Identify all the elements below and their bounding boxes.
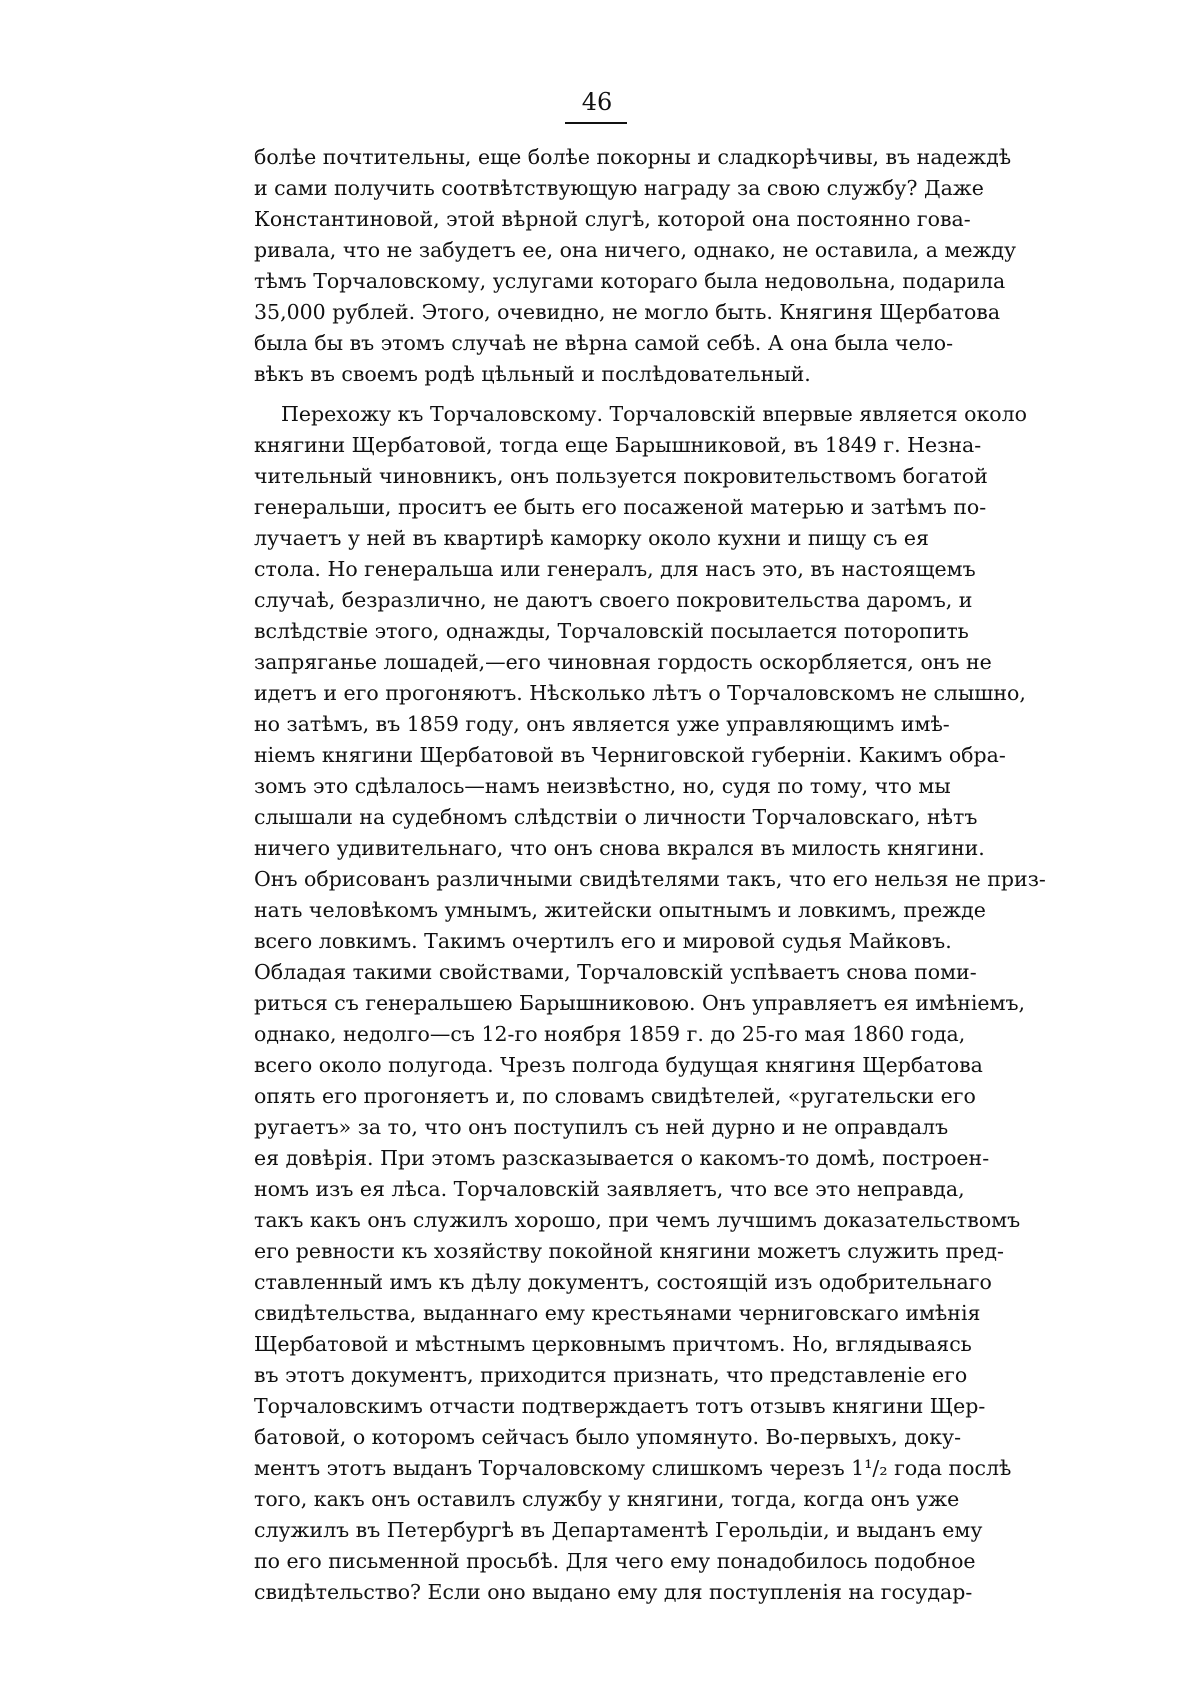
text-line: опять его прогоняетъ и, по словамъ свидѣтелей, «ругательски его	[254, 1084, 976, 1108]
text-line: однако, недолго—съ 12-го ноября 1859 г. до 25-го мая 1860 года,	[254, 1022, 966, 1046]
paragraph-2	[254, 399, 1046, 1608]
text-line: чительный чиновникъ, онъ пользуется покровительствомъ богатой	[254, 464, 988, 488]
text-line: 35,000 рублей. Этого, очевидно, не могло быть. Княгиня Щербатова	[254, 300, 1001, 324]
page-number-rule	[565, 122, 627, 124]
text-line: стола. Но генеральша или генералъ, для насъ это, въ настоящемъ	[254, 557, 976, 581]
text-line: генеральши, проситъ ее быть его посаженой матерью и затѣмъ по-	[254, 495, 987, 519]
text-line: такъ какъ онъ служилъ хорошо, при чемъ лучшимъ доказательствомъ	[254, 1208, 1021, 1232]
text-line: ничего удивительнаго, что онъ снова вкрался въ милость княгини.	[254, 836, 985, 860]
text-line: была бы въ этомъ случаѣ не вѣрна самой себѣ. А она была чело-	[254, 331, 954, 355]
text-line: батовой, о которомъ сейчасъ было упомянуто. Во-первыхъ, доку-	[254, 1425, 962, 1449]
text-line: ривала, что не забудетъ ее, она ничего, однако, не оставила, а между	[254, 238, 1017, 262]
text-line: свидѣтельство? Если оно выдано ему для поступленія на государ-	[254, 1580, 973, 1604]
text-line: ругаетъ» за то, что онъ поступилъ съ ней дурно и не оправдалъ	[254, 1115, 949, 1139]
text-line: того, какъ онъ оставилъ службу у княгини, тогда, когда онъ уже	[254, 1487, 960, 1511]
paragraph-1	[254, 142, 1017, 390]
text-line: болѣе почтительны, еще болѣе покорны и сладкорѣчивы, въ надеждѣ	[254, 145, 1012, 169]
text-line: Щербатовой и мѣстнымъ церковнымъ причтомъ. Но, вглядываясь	[254, 1332, 972, 1356]
text-line: зомъ это сдѣлалось—намъ неизвѣстно, но, судя по тому, что мы	[254, 774, 951, 798]
text-line: нать человѣкомъ умнымъ, житейски опытнымъ и ловкимъ, прежде	[254, 898, 986, 922]
text-line: ставленный имъ къ дѣлу документъ, состоящій изъ одобрительнаго	[254, 1270, 992, 1294]
text-line: случаѣ, безразлично, не даютъ своего покровительства даромъ, и	[254, 588, 973, 612]
text-line: запряганье лошадей,—его чиновная гордость оскорбляется, онъ не	[254, 650, 992, 674]
text-line: Константиновой, этой вѣрной слугѣ, которой она постоянно гова-	[254, 207, 971, 231]
text-line: ніемъ княгини Щербатовой въ Черниговской губерніи. Какимъ обра-	[254, 743, 1006, 767]
text-line: служилъ въ Петербургѣ въ Департаментѣ Герольдіи, и выданъ ему	[254, 1518, 983, 1542]
text-line: лучаетъ у ней въ квартирѣ каморку около кухни и пищу съ ея	[254, 526, 929, 550]
text-line: тѣмъ Торчаловскому, услугами котораго была недовольна, подарила	[254, 269, 1006, 293]
text-line: свидѣтельства, выданнаго ему крестьянами черниговскаго имѣнія	[254, 1301, 981, 1325]
text-line: номъ изъ ея лѣса. Торчаловскій заявляетъ, что все это неправда,	[254, 1177, 965, 1201]
text-line: вслѣдствіе этого, однажды, Торчаловскій посылается поторопить	[254, 619, 969, 643]
text-line: вѣкъ въ своемъ родѣ цѣльный и послѣдовательный.	[254, 362, 811, 386]
body-text	[254, 142, 1046, 1608]
text-line: по его письменной просьбѣ. Для чего ему понадобилось подобное	[254, 1549, 976, 1573]
text-line: ментъ этотъ выданъ Торчаловскому слишкомъ черезъ 1¹/₂ года послѣ	[254, 1456, 1012, 1480]
text-line: слышали на судебномъ слѣдствіи о личности Торчаловскаго, нѣтъ	[254, 805, 978, 829]
text-line: Обладая такими свойствами, Торчаловскій успѣваетъ снова поми-	[254, 960, 977, 984]
text-line: его ревности къ хозяйству покойной княгини можетъ служить пред-	[254, 1239, 1004, 1263]
text-line: ея довѣрія. При этомъ разсказывается о какомъ-то домѣ, построен-	[254, 1146, 990, 1170]
text-line: всего ловкимъ. Такимъ очертилъ его и мировой судья Майковъ.	[254, 929, 952, 953]
text-line: Перехожу къ Торчаловскому. Торчаловскій впервые является около	[281, 402, 1027, 426]
page-number: 46	[581, 88, 613, 116]
text-line: и сами получить соотвѣтствующую награду за свою службу? Даже	[254, 176, 984, 200]
text-line: Торчаловскимъ отчасти подтверждаетъ тотъ отзывъ княгини Щер-	[254, 1394, 986, 1418]
text-line: княгини Щербатовой, тогда еще Барышниковой, въ 1849 г. Незна-	[254, 433, 982, 457]
text-line: идетъ и его прогоняютъ. Нѣсколько лѣтъ о Торчаловскомъ не слышно,	[254, 681, 1026, 705]
text-line: всего около полугода. Чрезъ полгода будущая княгиня Щербатова	[254, 1053, 983, 1077]
text-line: но затѣмъ, въ 1859 году, онъ является уже управляющимъ имѣ-	[254, 712, 950, 736]
text-line: Онъ обрисованъ различными свидѣтелями такъ, что его нельзя не приз-	[254, 867, 1046, 891]
text-line: риться съ генеральшею Барышниковою. Онъ управляетъ ея имѣніемъ,	[254, 991, 1026, 1015]
text-line: въ этотъ документъ, приходится признать, что представленіе его	[254, 1363, 968, 1387]
